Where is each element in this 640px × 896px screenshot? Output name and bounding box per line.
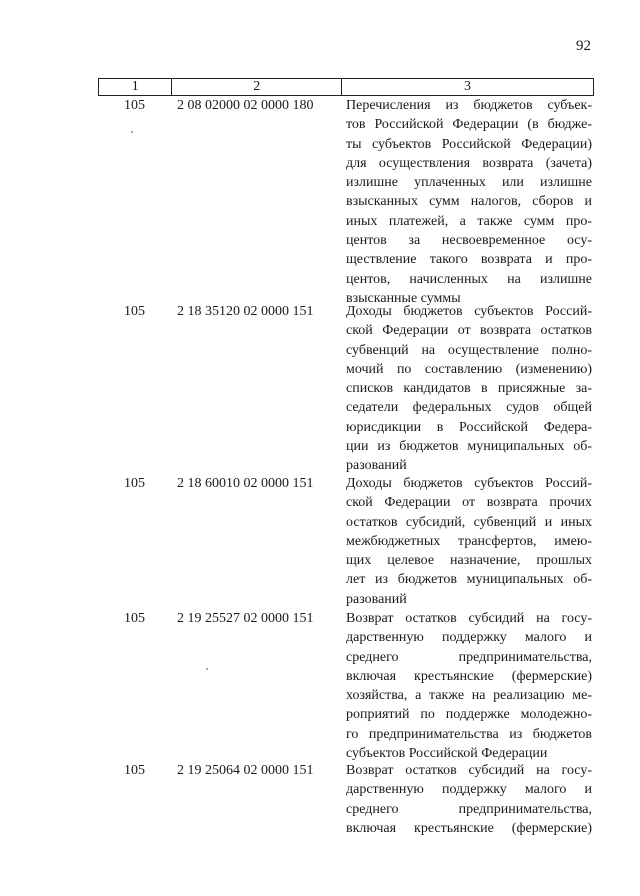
description-line: дарственную поддержку малого и [346,782,592,798]
description-line: иных платежей, а также сумм про- [346,213,592,229]
description-line: включая крестьянские (фермерские) [346,820,592,836]
budget-classification-code: 2 19 25527 02 0000 151 [177,611,314,626]
scan-speck [131,131,133,133]
income-description [346,96,592,308]
description-line: межбюджетных трансфертов, имею- [346,533,592,549]
description-line: среднего предпринимательства, [346,801,592,817]
description-line: разований [346,591,407,607]
description-line: среднего предпринимательства, [346,649,592,665]
column-header-2: 2 [172,79,342,96]
description-line: центов за несвоевременное осу- [346,233,592,249]
column-header-3: 3 [342,79,594,96]
budget-classification-code: 2 18 60010 02 0000 151 [177,476,314,491]
description-line: ской Федерации от возврата остатков [346,323,592,339]
admin-code: 105 [124,476,145,491]
description-line: ской Федерации от возврата прочих [346,495,592,511]
description-line: Доходы бюджетов субъектов Россий- [346,304,592,319]
description-line: ции из бюджетов муниципальных об- [346,439,592,455]
description-line: разований [346,458,407,474]
budget-classification-code: 2 19 25064 02 0000 151 [177,763,314,778]
admin-code: 105 [124,304,145,319]
description-line: роприятий по поддержке молодежно- [346,707,592,723]
budget-classification-code: 2 18 35120 02 0000 151 [177,304,314,319]
description-line: Возврат остатков субсидий на госу- [346,611,592,626]
description-line: ты субъектов Российской Федерации) [346,136,592,152]
income-description [346,474,592,609]
description-line: щих целевое назначение, прошлых [346,553,592,569]
description-line: взысканные суммы [346,290,461,306]
scan-speck [206,668,208,670]
description-line: субвенций на осуществление полно- [346,342,592,358]
description-line: центов, начисленных на излишне [346,271,592,287]
description-line: Доходы бюджетов субъектов Россий- [346,476,592,491]
description-line: для осуществления возврата (зачета) [346,155,592,171]
description-line: ществление такого возврата и про- [346,252,592,268]
column-header-row [99,79,594,96]
page-number: 92 [576,38,591,54]
description-line: го предпринимательства из бюджетов [346,726,592,742]
column-header-table [98,78,594,96]
admin-code: 105 [124,611,145,626]
admin-code: 105 [124,98,145,113]
description-line: лет из бюджетов муниципальных об- [346,572,592,588]
description-line: остатков субсидий, субвенций и иных [346,514,592,530]
description-line: Возврат остатков субсидий на госу- [346,763,592,778]
income-description [346,609,592,763]
description-line: юрисдикции в Российской Федера- [346,419,592,435]
income-description [346,302,592,476]
description-line: дарственную поддержку малого и [346,630,592,646]
admin-code: 105 [124,763,145,778]
budget-classification-code: 2 08 02000 02 0000 180 [177,98,314,113]
description-line: тов Российской Федерации (в бюдже- [346,117,592,133]
income-description [346,761,592,838]
description-line: мочий по составлению (изменению) [346,361,592,377]
description-line: хозяйства, а также на реализацию ме- [346,688,592,704]
description-line: излишне уплаченных или излишне [346,175,592,191]
description-line: списков кандидатов в присяжные за- [346,381,592,397]
description-line: седатели федеральных судов общей [346,400,592,416]
description-line: Перечисления из бюджетов субъек- [346,98,592,113]
column-header-1: 1 [99,79,172,96]
description-line: включая крестьянские (фермерские) [346,668,592,684]
description-line: субъектов Российской Федерации [346,746,548,762]
description-line: взысканных сумм налогов, сборов и [346,194,592,210]
